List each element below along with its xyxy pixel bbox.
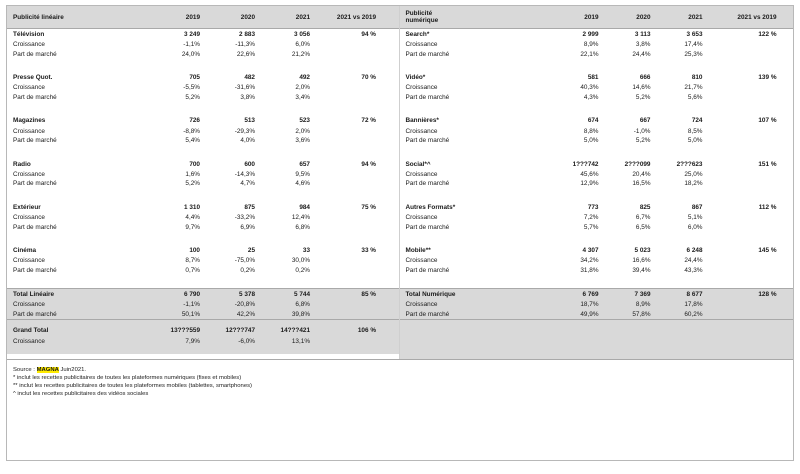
digital-value-2020: 3 113	[634, 31, 651, 38]
linear-croissance-row	[7, 256, 399, 266]
linear-part-row	[7, 179, 399, 189]
linear-value-2020: 482	[244, 74, 255, 82]
linear-total-value-2020: 5 378	[239, 291, 255, 299]
linear-total-value-vs: 85 %	[361, 291, 376, 299]
digital-croissance-label: Croissance	[405, 84, 438, 92]
linear-group-row	[7, 202, 399, 213]
grand-total-bottom-pad	[7, 346, 399, 354]
linear-total-block	[7, 288, 399, 319]
linear-croissance-label: Croissance	[13, 170, 45, 178]
digital-value-2020: 825	[639, 203, 651, 211]
grand-total-croissance-row	[7, 336, 399, 346]
linear-croissance-value: 9,5%	[295, 170, 310, 178]
digital-part-row	[400, 50, 794, 60]
digital-value-2021: 6 248	[686, 246, 703, 254]
digital-value-vs: 145 %	[758, 246, 777, 254]
digital-part-value: 5,0%	[583, 137, 599, 145]
linear-value-vs: 75 %	[361, 203, 376, 211]
grand-total-empty-area	[400, 319, 794, 359]
digital-croissance-row	[400, 126, 794, 136]
linear-part-value: 21,2%	[291, 50, 310, 58]
linear-part-value: 6,8%	[295, 223, 310, 231]
linear-group-gap	[7, 59, 399, 72]
linear-group-gap	[7, 189, 399, 202]
linear-croissance-value: -8,8%	[183, 127, 200, 135]
linear-part-label: Part de marché	[13, 223, 57, 231]
digital-part-row	[400, 222, 794, 232]
linear-value-vs: 94 %	[361, 160, 376, 168]
digital-total-group-row	[400, 289, 794, 300]
digital-croissance-label: Croissance	[405, 41, 438, 49]
linear-part-label: Part de marché	[13, 266, 57, 274]
linear-part-value: 0,7%	[185, 266, 200, 274]
linear-group-gap	[7, 146, 399, 159]
digital-value-2021: 3 653	[686, 31, 703, 38]
digital-group-row	[400, 159, 794, 170]
digital-group-row	[400, 115, 794, 126]
digital-value-2019: 4 307	[582, 246, 599, 254]
digital-group-name: Bannières*	[405, 117, 439, 125]
linear-croissance-value: 2,0%	[295, 84, 310, 92]
linear-group-name: Extérieur	[13, 203, 41, 211]
linear-total-croissance-value: -20,8%	[234, 301, 255, 309]
linear-value-2020: 600	[244, 160, 255, 168]
linear-total-part-value: 42,2%	[236, 311, 255, 319]
linear-croissance-value: -29,3%	[234, 127, 255, 135]
digital-group-gap	[400, 146, 794, 159]
grand-total-croissance-value: 7,9%	[185, 337, 200, 345]
digital-part-value: 39,4%	[632, 266, 651, 274]
digital-group-name: Vidéo*	[405, 74, 426, 82]
linear-header-2020: 2020	[240, 13, 255, 21]
linear-value-2021: 3 056	[294, 31, 310, 38]
linear-part-value: 5,4%	[185, 137, 200, 145]
grand-total-group-row	[7, 324, 399, 336]
digital-value-2019: 674	[587, 117, 599, 125]
linear-value-2020: 2 883	[239, 31, 255, 38]
linear-part-label: Part de marché	[13, 180, 57, 188]
linear-value-2019: 3 249	[184, 31, 200, 38]
linear-value-2021: 523	[299, 117, 310, 125]
digital-value-2020: 5 023	[634, 246, 651, 254]
digital-part-value: 31,8%	[580, 266, 599, 274]
digital-group-row	[400, 202, 794, 213]
digital-croissance-value: 8,5%	[687, 127, 703, 135]
linear-group-row	[7, 115, 399, 126]
grand-total-croissance-label: Croissance	[13, 337, 45, 345]
linear-croissance-row	[7, 126, 399, 136]
linear-value-vs: 72 %	[361, 117, 376, 125]
linear-value-2021: 984	[299, 203, 310, 211]
digital-group-gap	[400, 232, 794, 245]
digital-croissance-value: 21,7%	[684, 84, 703, 92]
digital-croissance-value: 34,2%	[580, 257, 599, 265]
digital-croissance-value: 8,8%	[583, 127, 599, 135]
linear-part-value: 6,9%	[240, 223, 255, 231]
tables-grid	[7, 6, 793, 359]
linear-croissance-row	[7, 213, 399, 223]
digital-total-part-value: 49,9%	[580, 311, 599, 319]
linear-part-value: 3,6%	[295, 137, 310, 145]
source-suffix: Juin2021.	[58, 367, 87, 374]
digital-part-value: 6,0%	[687, 223, 703, 231]
digital-total-croissance-value: 18,7%	[580, 301, 599, 309]
linear-part-value: 3,4%	[295, 94, 310, 102]
digital-croissance-label: Croissance	[405, 127, 438, 135]
digital-croissance-value: 25,0%	[684, 170, 703, 178]
linear-part-value: 5,2%	[185, 180, 200, 188]
linear-value-2021: 33	[302, 246, 310, 254]
linear-total-croissance-row	[7, 300, 399, 310]
digital-croissance-value: 3,8%	[635, 41, 651, 49]
linear-croissance-value: -1,1%	[183, 41, 200, 49]
linear-value-2019: 705	[189, 74, 200, 82]
linear-croissance-value: 30,0%	[291, 257, 310, 265]
linear-croissance-value: -75,0%	[234, 257, 255, 265]
linear-part-value: 0,2%	[295, 266, 310, 274]
linear-part-value: 24,0%	[181, 50, 200, 58]
linear-group-row	[7, 72, 399, 83]
linear-group-gap	[7, 232, 399, 245]
linear-croissance-value: -33,2%	[234, 214, 255, 222]
linear-part-row	[7, 266, 399, 276]
linear-group-row	[7, 245, 399, 256]
digital-part-value: 16,5%	[632, 180, 651, 188]
linear-part-value: 4,7%	[240, 180, 255, 188]
linear-part-label: Part de marché	[13, 94, 57, 102]
digital-value-2020: 2???099	[624, 160, 651, 168]
linear-croissance-value: -11,3%	[235, 41, 255, 49]
digital-croissance-value: 7,2%	[583, 214, 599, 222]
linear-total-value-2021: 5 744	[294, 291, 310, 299]
linear-part-row	[7, 222, 399, 232]
linear-croissance-value: 6,0%	[295, 41, 310, 49]
linear-total-value-2019: 6 790	[184, 291, 200, 299]
digital-group-gap	[400, 59, 794, 72]
linear-part-value: 0,2%	[240, 266, 255, 274]
linear-group-gap	[7, 275, 399, 288]
digital-value-vs: 122 %	[758, 31, 777, 38]
digital-croissance-row	[400, 83, 794, 93]
linear-croissance-value: -14,3%	[234, 170, 255, 178]
footnotes	[7, 359, 793, 398]
linear-value-vs: 33 %	[361, 246, 376, 254]
linear-croissance-value: 1,6%	[185, 170, 200, 178]
linear-total-part-value: 50,1%	[181, 311, 200, 319]
digital-croissance-value: 45,6%	[580, 170, 599, 178]
digital-value-vs: 151 %	[758, 160, 777, 168]
digital-value-2020: 666	[639, 74, 651, 82]
linear-ad-table	[7, 6, 399, 359]
linear-croissance-value: -5,5%	[183, 84, 200, 92]
linear-part-row	[7, 136, 399, 146]
data-sheet	[6, 5, 794, 461]
digital-croissance-label: Croissance	[405, 214, 438, 222]
digital-value-2021: 724	[691, 117, 703, 125]
linear-value-2019: 726	[189, 117, 200, 125]
linear-croissance-value: -31,6%	[234, 84, 255, 92]
digital-header-2021: 2021	[688, 13, 703, 21]
digital-group-name: Mobile**	[405, 246, 431, 254]
linear-header-vs: 2021 vs 2019	[336, 13, 376, 21]
digital-croissance-value: 6,7%	[635, 214, 651, 222]
digital-part-value: 22,1%	[580, 50, 599, 58]
digital-croissance-value: 5,1%	[687, 214, 703, 222]
linear-part-row	[7, 93, 399, 103]
linear-croissance-label: Croissance	[13, 257, 45, 265]
digital-total-part-value: 60,2%	[684, 311, 703, 319]
digital-total-group-name: Total Numérique	[405, 291, 456, 299]
digital-header-label	[400, 10, 547, 24]
digital-total-part-value: 57,8%	[632, 311, 651, 319]
linear-croissance-row	[7, 40, 399, 50]
linear-part-value: 4,0%	[240, 137, 255, 145]
linear-part-value: 4,6%	[295, 180, 310, 188]
digital-croissance-value: -1,0%	[633, 127, 651, 135]
linear-value-vs: 94 %	[361, 31, 376, 38]
digital-part-label: Part de marché	[405, 180, 450, 188]
digital-part-value: 12,9%	[580, 180, 599, 188]
digital-part-value: 5,2%	[635, 137, 651, 145]
digital-croissance-row	[400, 213, 794, 223]
digital-group-name: Social*^	[405, 160, 431, 168]
linear-part-value: 3,8%	[240, 94, 255, 102]
digital-croissance-label: Croissance	[405, 257, 438, 265]
source-prefix: Source :	[13, 367, 37, 374]
digital-header-2019: 2019	[584, 13, 599, 21]
digital-value-vs: 107 %	[758, 117, 777, 125]
digital-header-vs: 2021 vs 2019	[737, 13, 777, 21]
digital-ad-table	[399, 6, 794, 359]
linear-part-label: Part de marché	[13, 137, 57, 145]
digital-total-part-row	[400, 310, 794, 320]
digital-total-part-label: Part de marché	[405, 311, 450, 319]
digital-part-row	[400, 136, 794, 146]
digital-group-row	[400, 29, 794, 40]
linear-value-2020: 25	[247, 246, 255, 254]
linear-croissance-label: Croissance	[13, 84, 45, 92]
digital-groups	[400, 29, 794, 288]
grand-total-group-name: Grand Total	[13, 326, 49, 334]
source-line	[13, 366, 793, 374]
linear-group-name: Radio	[13, 160, 31, 168]
digital-croissance-value: 16,6%	[632, 257, 651, 265]
digital-part-value: 43,3%	[684, 266, 703, 274]
digital-croissance-value: 8,9%	[583, 41, 599, 49]
digital-croissance-value: 40,3%	[580, 84, 599, 92]
digital-part-row	[400, 93, 794, 103]
linear-group-name: Presse Quot.	[13, 74, 53, 82]
linear-value-2021: 492	[299, 74, 310, 82]
linear-croissance-label: Croissance	[13, 127, 45, 135]
digital-part-row	[400, 266, 794, 276]
linear-total-group-name: Total Linéaire	[13, 291, 55, 299]
linear-value-2019: 700	[189, 160, 200, 168]
linear-value-2019: 100	[189, 246, 200, 254]
linear-value-vs: 70 %	[361, 74, 376, 82]
digital-header-row	[400, 6, 794, 29]
digital-value-vs: 112 %	[758, 203, 777, 211]
linear-total-croissance-value: -1,1%	[183, 301, 200, 309]
linear-total-part-row	[7, 310, 399, 320]
linear-croissance-value: 4,4%	[185, 214, 200, 222]
digital-part-value: 4,3%	[583, 94, 599, 102]
digital-croissance-value: 24,4%	[684, 257, 703, 265]
digital-group-gap	[400, 102, 794, 115]
linear-part-row	[7, 50, 399, 60]
linear-part-value: 22,6%	[236, 50, 255, 58]
linear-value-2021: 657	[299, 160, 310, 168]
linear-value-2019: 1 310	[184, 203, 200, 211]
digital-part-label: Part de marché	[405, 50, 450, 58]
linear-total-part-value: 39,8%	[291, 311, 310, 319]
digital-part-label: Part de marché	[405, 223, 450, 231]
digital-total-block	[400, 288, 794, 319]
linear-group-name: Magazines	[13, 117, 46, 125]
digital-header-label-line2: numérique	[405, 17, 439, 24]
digital-value-vs: 139 %	[758, 74, 777, 82]
digital-value-2019: 581	[587, 74, 599, 82]
digital-group-gap	[400, 189, 794, 202]
linear-group-name: Télévision	[13, 31, 45, 38]
digital-total-croissance-value: 8,9%	[635, 301, 651, 309]
linear-croissance-row	[7, 83, 399, 93]
digital-part-value: 6,5%	[635, 223, 651, 231]
grand-total-croissance-value: -6,0%	[238, 337, 255, 345]
footnote-3: ^ inclut les recettes publicitaires des vidéos sociales	[13, 391, 149, 398]
digital-value-2019: 2 999	[582, 31, 599, 38]
digital-part-value: 5,0%	[687, 137, 703, 145]
digital-croissance-row	[400, 40, 794, 50]
linear-croissance-value: 12,4%	[291, 214, 310, 222]
digital-total-value-2021: 8 677	[686, 291, 703, 299]
digital-croissance-row	[400, 256, 794, 266]
digital-part-value: 18,2%	[684, 180, 703, 188]
linear-header-row	[7, 6, 399, 29]
digital-part-value: 24,4%	[632, 50, 651, 58]
linear-croissance-row	[7, 170, 399, 180]
digital-part-value: 5,2%	[635, 94, 651, 102]
footnote-2: ** inclut les recettes publicitaires de toutes les plateformes mobiles (tablettes, smartphones)	[13, 383, 253, 390]
linear-croissance-label: Croissance	[13, 214, 45, 222]
digital-croissance-value: 20,4%	[632, 170, 651, 178]
linear-group-row	[7, 159, 399, 170]
linear-part-value: 9,7%	[185, 223, 200, 231]
digital-value-2020: 667	[639, 117, 651, 125]
footnote-1: * inclut les recettes publicitaires de toutes les plateformes numériques (fixes et mobiles)	[13, 375, 242, 382]
digital-total-value-2019: 6 769	[582, 291, 599, 299]
digital-group-name: Search*	[405, 31, 430, 38]
digital-header-2020: 2020	[636, 13, 651, 21]
grand-total-block	[7, 319, 399, 354]
linear-croissance-value: 2,0%	[295, 127, 310, 135]
digital-croissance-label: Croissance	[405, 170, 438, 178]
digital-part-label: Part de marché	[405, 266, 450, 274]
linear-groups	[7, 29, 399, 288]
digital-part-row	[400, 179, 794, 189]
digital-croissance-row	[400, 170, 794, 180]
digital-group-gap	[400, 275, 794, 288]
linear-group-row	[7, 29, 399, 40]
digital-total-value-vs: 128 %	[758, 291, 777, 299]
digital-croissance-value: 14,6%	[632, 84, 651, 92]
source-brand: MAGNA	[36, 367, 59, 374]
digital-group-row	[400, 245, 794, 256]
digital-part-value: 5,7%	[583, 223, 599, 231]
digital-value-2021: 2???623	[676, 160, 703, 168]
digital-part-label: Part de marché	[405, 94, 450, 102]
linear-header-2021: 2021	[295, 13, 310, 21]
digital-total-croissance-value: 17,8%	[684, 301, 703, 309]
digital-total-value-2020: 7 369	[634, 291, 651, 299]
linear-value-2020: 875	[244, 203, 255, 211]
linear-total-part-label: Part de marché	[13, 311, 57, 319]
linear-croissance-label: Croissance	[13, 41, 45, 49]
digital-croissance-value: 17,4%	[684, 41, 703, 49]
linear-croissance-value: 8,7%	[185, 257, 200, 265]
linear-total-group-row	[7, 289, 399, 300]
digital-part-value: 25,3%	[684, 50, 703, 58]
digital-part-value: 5,6%	[687, 94, 703, 102]
digital-group-name: Autres Formats*	[405, 203, 456, 211]
linear-value-2020: 513	[244, 117, 255, 125]
linear-total-croissance-value: 6,8%	[295, 301, 310, 309]
linear-total-croissance-label: Croissance	[13, 301, 45, 309]
digital-group-row	[400, 72, 794, 83]
digital-part-label: Part de marché	[405, 137, 450, 145]
digital-total-croissance-row	[400, 300, 794, 310]
digital-total-croissance-label: Croissance	[405, 301, 438, 309]
grand-total-value-2019: 13???559	[170, 326, 200, 334]
grand-total-croissance-value: 13,1%	[291, 337, 310, 345]
grand-total-value-2020: 12???747	[225, 326, 255, 334]
grand-total-value-2021: 14???421	[280, 326, 310, 334]
digital-value-2019: 773	[587, 203, 599, 211]
digital-header-label-line1: Publicité	[405, 10, 433, 17]
linear-part-value: 5,2%	[185, 94, 200, 102]
digital-value-2021: 810	[691, 74, 703, 82]
linear-part-label: Part de marché	[13, 50, 57, 58]
digital-value-2019: 1???742	[572, 160, 599, 168]
grand-total-value-vs: 106 %	[357, 326, 376, 334]
linear-header-2019: 2019	[185, 13, 200, 21]
linear-header-label: Publicité linéaire	[13, 13, 64, 21]
linear-group-gap	[7, 102, 399, 115]
linear-group-name: Cinéma	[13, 246, 37, 254]
digital-value-2021: 867	[691, 203, 703, 211]
